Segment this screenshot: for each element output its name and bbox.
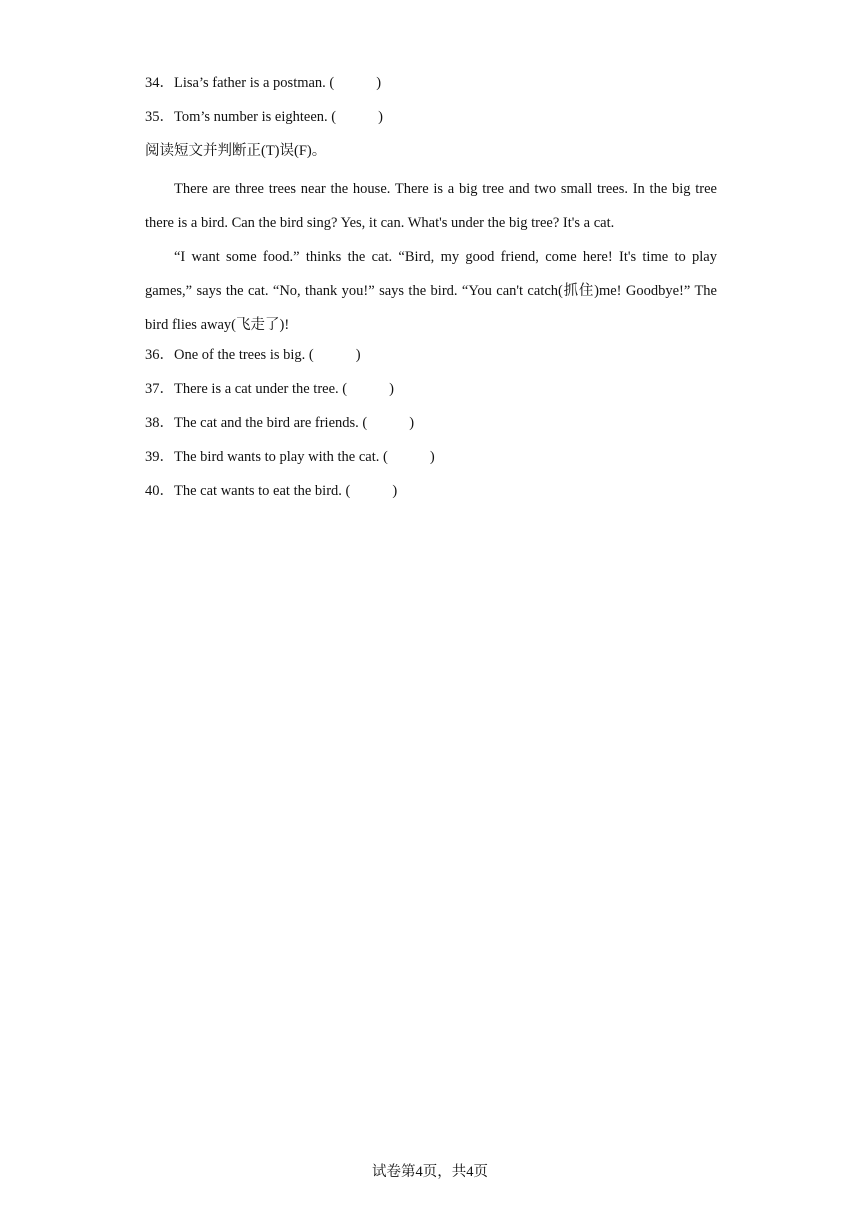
question-text: The cat and the bird are friends. ( xyxy=(174,415,368,431)
question-36 xyxy=(145,342,717,376)
question-35 xyxy=(145,104,717,138)
section-instruction: 阅读短文并判断正(T)误(F)。 xyxy=(145,143,327,159)
page-content xyxy=(145,70,717,512)
question-close: ) xyxy=(378,109,383,125)
question-number: 37． xyxy=(145,381,174,397)
question-37 xyxy=(145,376,717,410)
question-39 xyxy=(145,444,717,478)
passage-paragraph-2: “I want some food.” thinks the cat. “Bird, my good friend, come here! It's time to play games,” says the cat. “No, thank you!” says the bird. “You can't catch(抓住)me! Goodbye!” The bird flies away(飞走了)! xyxy=(145,249,717,333)
question-close: ) xyxy=(392,483,398,499)
question-close: ) xyxy=(355,347,361,363)
question-close: ) xyxy=(409,415,415,431)
question-38 xyxy=(145,410,717,444)
question-text: Tom’s number is eighteen. ( xyxy=(174,109,337,125)
question-close: ) xyxy=(389,381,394,397)
question-text: The cat wants to eat the bird. ( xyxy=(174,483,351,499)
question-close: ) xyxy=(429,449,435,465)
page-footer: 试卷第4页，共4页 xyxy=(372,1164,488,1180)
question-text: One of the trees is big. ( xyxy=(174,347,314,363)
question-text: There is a cat under the tree. ( xyxy=(174,381,348,397)
question-number: 34． xyxy=(145,75,174,91)
question-close: ) xyxy=(376,75,382,91)
question-text: Lisa’s father is a postman. ( xyxy=(174,75,335,91)
question-number: 36． xyxy=(145,347,174,363)
passage-paragraph-1: There are three trees near the house. There is a big tree and two small trees. In the big tree there is a bird. Can the bird sing? Yes, it can. What's under the big tree? It's a cat. xyxy=(145,181,717,231)
question-40 xyxy=(145,478,717,512)
question-number: 40． xyxy=(145,483,174,499)
question-number: 39． xyxy=(145,449,174,465)
question-number: 38． xyxy=(145,415,174,431)
question-number: 35． xyxy=(145,109,174,125)
question-34 xyxy=(145,70,717,104)
question-text: The bird wants to play with the cat. ( xyxy=(174,449,388,465)
